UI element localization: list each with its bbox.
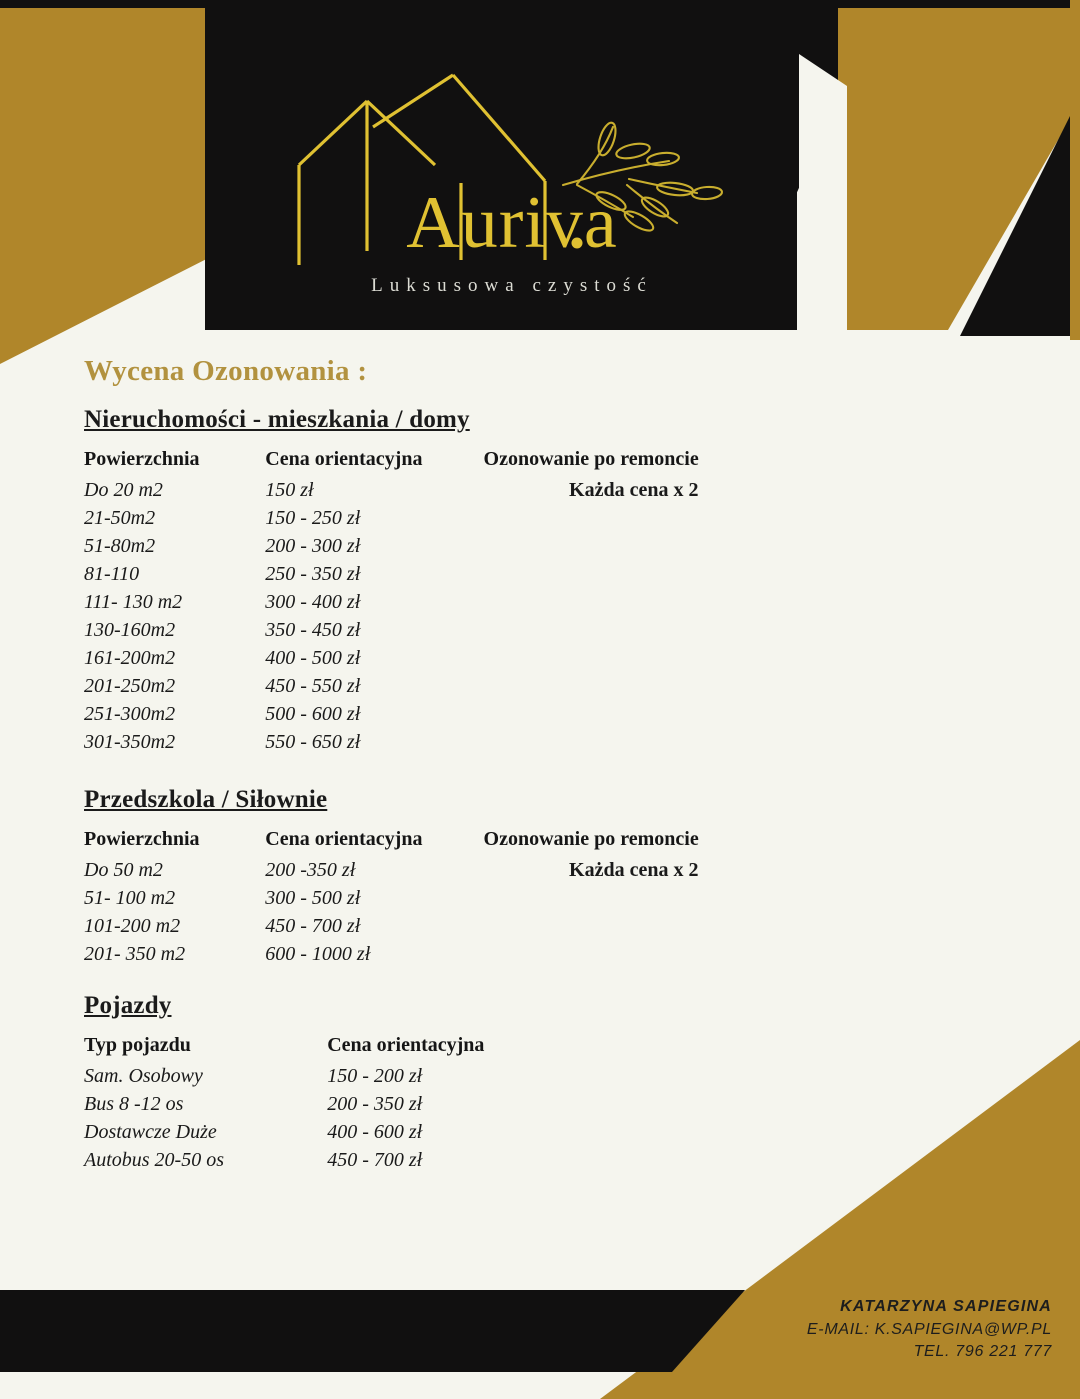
table-row	[84, 1090, 604, 1118]
brand-name: Auriva	[406, 182, 618, 264]
cell-area: 201- 350 m2	[84, 942, 186, 965]
cell-price: 300 - 500 zł	[265, 886, 361, 909]
brand-logo	[227, 0, 797, 330]
table-row	[84, 616, 784, 644]
cell-area: 51- 100 m2	[84, 886, 176, 909]
cell-area: 51-80m2	[84, 534, 156, 557]
contact-name: KATARZYNA SAPIEGINA	[840, 1298, 1052, 1315]
cell-empty	[484, 588, 784, 616]
cell-price: 250 - 350 zł	[265, 562, 361, 585]
cell-price: 150 - 250 zł	[265, 506, 361, 529]
cell-vehicle: Dostawcze Duże	[84, 1120, 217, 1143]
table-row	[84, 1146, 604, 1174]
cell-price: 150 zł	[265, 478, 314, 501]
cell-price: 450 - 700 zł	[265, 914, 361, 937]
table-row	[84, 940, 784, 968]
footer-contact	[807, 1296, 1052, 1364]
brand-tagline: Luksusowa czystość	[371, 275, 653, 296]
table-row	[84, 884, 784, 912]
pricing-content	[84, 355, 884, 1182]
top-left-gold-wedge	[0, 8, 236, 364]
cell-area: 161-200m2	[84, 646, 176, 669]
col-header-note: Ozonowanie po remoncie	[483, 448, 699, 470]
table-row	[84, 1062, 604, 1090]
col-header-vehicle-type: Typ pojazdu	[84, 1034, 191, 1056]
cell-price: 450 - 700 zł	[327, 1148, 423, 1171]
table-header-row	[84, 828, 784, 856]
cell-area: 111- 130 m2	[84, 590, 183, 613]
cell-price: 200 - 300 zł	[265, 534, 361, 557]
bottom-black-band	[0, 1290, 760, 1372]
cell-note: Każda cena x 2	[569, 478, 699, 501]
section-heading: Pojazdy	[84, 992, 172, 1019]
col-header-note: Ozonowanie po remoncie	[483, 828, 699, 850]
section-vehicles	[84, 992, 884, 1174]
cell-vehicle: Autobus 20-50 os	[84, 1148, 224, 1171]
cell-price: 450 - 550 zł	[265, 674, 361, 697]
cell-area: 130-160m2	[84, 618, 176, 641]
table-row	[84, 700, 784, 728]
col-header-price: Cena orientacyjna	[265, 448, 423, 470]
cell-note: Każda cena x 2	[569, 858, 699, 881]
cell-area: Do 50 m2	[84, 858, 163, 881]
cell-area: 301-350m2	[84, 730, 176, 753]
table-row	[84, 532, 784, 560]
table-row	[84, 560, 784, 588]
cell-empty	[484, 672, 784, 700]
section-real-estate	[84, 406, 884, 756]
table-row	[84, 912, 784, 940]
table-row	[84, 1118, 604, 1146]
cell-price: 200 -350 zł	[265, 858, 356, 881]
table-row	[84, 476, 784, 504]
right-gold-strip	[1070, 0, 1080, 340]
cell-area: 81-110	[84, 562, 140, 585]
col-header-price: Cena orientacyjna	[327, 1034, 485, 1056]
cell-price: 200 - 350 zł	[327, 1092, 423, 1115]
cell-price: 400 - 600 zł	[327, 1120, 423, 1143]
cell-empty	[484, 560, 784, 588]
cell-empty	[484, 884, 784, 912]
cell-area: 251-300m2	[84, 702, 176, 725]
cell-empty	[484, 700, 784, 728]
cell-vehicle: Sam. Osobowy	[84, 1064, 203, 1087]
page-title: Wycena Ozonowania :	[84, 355, 368, 387]
cell-empty	[484, 532, 784, 560]
contact-email[interactable]: E-MAIL: K.SAPIEGINA@WP.PL	[806, 1320, 1052, 1338]
table-row	[84, 728, 784, 756]
table-row	[84, 856, 784, 884]
cell-price: 600 - 1000 zł	[265, 942, 371, 965]
col-header-area: Powierzchnia	[84, 828, 200, 850]
table-row	[84, 504, 784, 532]
cell-price: 350 - 450 zł	[265, 618, 361, 641]
section-kindergarten-gym	[84, 786, 884, 968]
cell-area: Do 20 m2	[84, 478, 163, 501]
cell-empty	[484, 940, 784, 968]
cell-empty	[484, 644, 784, 672]
table-header-row	[84, 1034, 604, 1062]
price-table	[84, 828, 784, 968]
cell-price: 500 - 600 zł	[265, 702, 361, 725]
cell-area: 201-250m2	[84, 674, 176, 697]
cell-area: 21-50m2	[84, 506, 156, 529]
cell-empty	[484, 912, 784, 940]
cell-area: 101-200 m2	[84, 914, 181, 937]
cell-price: 400 - 500 zł	[265, 646, 361, 669]
table-row	[84, 672, 784, 700]
section-heading: Nieruchomości - mieszkania / domy	[84, 406, 470, 433]
table-row	[84, 588, 784, 616]
cell-empty	[484, 728, 784, 756]
col-header-area: Powierzchnia	[84, 448, 200, 470]
price-table	[84, 1034, 604, 1174]
cell-vehicle: Bus 8 -12 os	[84, 1092, 184, 1115]
table-header-row	[84, 448, 784, 476]
cell-price: 550 - 650 zł	[265, 730, 361, 753]
cell-empty	[484, 504, 784, 532]
col-header-price: Cena orientacyjna	[265, 828, 423, 850]
cell-price: 300 - 400 zł	[265, 590, 361, 613]
cell-empty	[484, 616, 784, 644]
price-table	[84, 448, 784, 756]
contact-phone[interactable]: TEL. 796 221 777	[913, 1343, 1052, 1361]
cell-price: 150 - 200 zł	[327, 1064, 423, 1087]
table-row	[84, 644, 784, 672]
section-heading: Przedszkola / Siłownie	[84, 786, 328, 813]
